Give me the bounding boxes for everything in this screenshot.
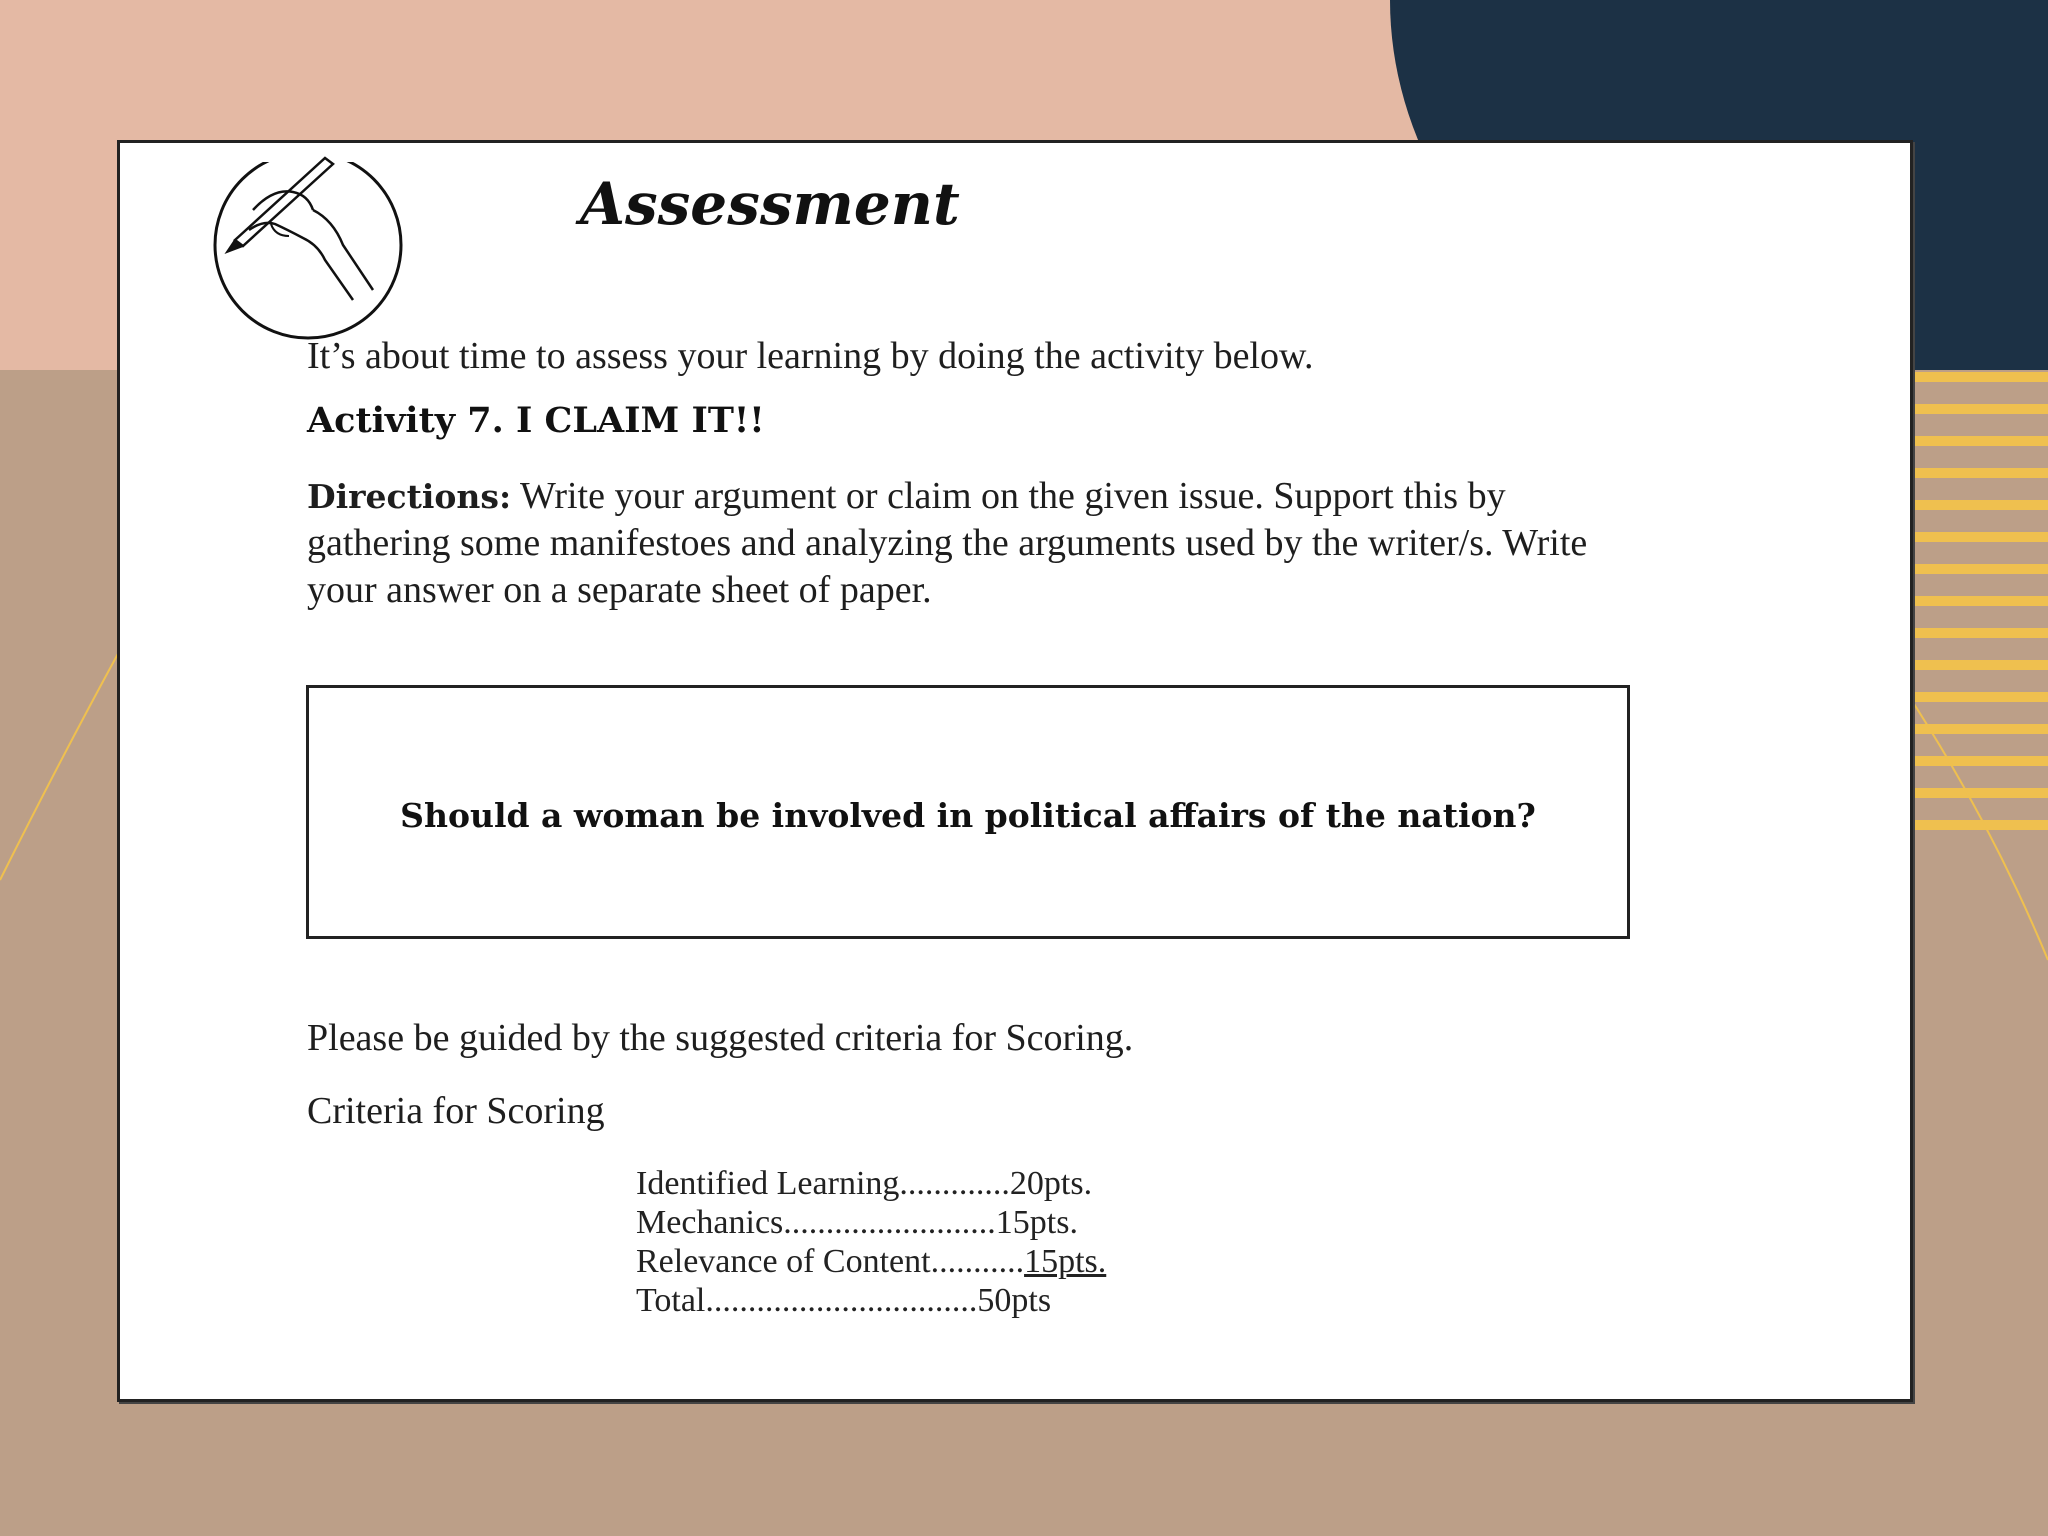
criteria-row: Identified Learning.............20pts. (636, 1165, 1093, 1202)
criteria-heading: Criteria for Scoring (307, 1090, 605, 1132)
criteria-list (636, 1164, 1106, 1320)
question-box (306, 685, 1630, 939)
directions-label: Directions: (307, 477, 512, 516)
hand-writing-icon (213, 150, 403, 340)
directions-text: Write your argument or claim on the given issue. Support this by gathering some manifestoes and analyzing the arguments used by the writer/s. Write your answer on a separate sheet of paper. (307, 475, 1588, 611)
intro-text: It’s about time to assess your learning by doing the activity below. (307, 335, 1314, 377)
criteria-row: Relevance of Content...........15pts. (636, 1243, 1107, 1280)
question-text: Should a woman be involved in political affairs of the nation? (400, 796, 1536, 835)
criteria-row: Mechanics.........................15pts. (636, 1204, 1078, 1241)
directions-paragraph (307, 473, 1637, 614)
page-title: Assessment (580, 170, 960, 238)
criteria-row: Total................................50pts (636, 1282, 1052, 1319)
guide-text: Please be guided by the suggested criteria for Scoring. (307, 1017, 1134, 1059)
activity-heading: Activity 7. I CLAIM IT!! (307, 400, 765, 441)
